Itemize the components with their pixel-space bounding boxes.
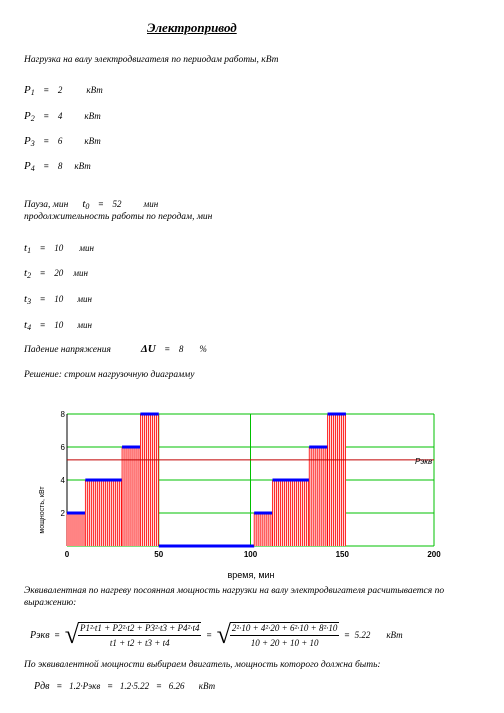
pause-label: Пауза, мин bbox=[24, 200, 69, 210]
equals-sign: = bbox=[206, 630, 212, 640]
solution-label: Решение: строим нагрузочную диаграмму bbox=[24, 370, 195, 380]
time-t4-row bbox=[24, 315, 92, 333]
power-p4-row bbox=[24, 156, 91, 174]
t2-symbol: t bbox=[24, 267, 28, 279]
p3-unit: кВт bbox=[84, 136, 101, 146]
x-tick-label: 100 bbox=[243, 550, 258, 559]
x-axis-label: время, мин bbox=[227, 570, 275, 580]
p1-value: 2 bbox=[57, 85, 63, 95]
equals-sign: = bbox=[54, 630, 60, 640]
p4-index: 4 bbox=[30, 164, 35, 173]
formula-denominator: t1 + t2 + t3 + t4 bbox=[109, 638, 170, 648]
t3-unit: мин bbox=[77, 294, 92, 304]
load-bar-fill bbox=[309, 447, 327, 546]
load-bar-fill bbox=[254, 513, 272, 546]
p3-value: 6 bbox=[57, 136, 63, 146]
motor-power-result: 6.26 bbox=[168, 681, 185, 691]
delta-u-symbol: ΔU bbox=[140, 343, 156, 355]
equivalent-power-formula bbox=[30, 615, 403, 655]
equals-sign: = bbox=[107, 681, 113, 691]
motor-power-expr1: 1.2·Pэкв bbox=[69, 681, 101, 691]
p3-symbol: P bbox=[24, 135, 31, 147]
t4-symbol: t bbox=[24, 319, 28, 331]
equals-sign: = bbox=[40, 243, 46, 253]
pause-row bbox=[24, 194, 158, 212]
t3-symbol: t bbox=[24, 293, 28, 305]
x-tick-label: 150 bbox=[335, 550, 349, 559]
time-t2-row bbox=[24, 263, 88, 281]
formula-result: 5.22 bbox=[354, 630, 371, 640]
y-tick-label: 4 bbox=[60, 476, 65, 485]
motor-power-expr2: 1.2·5.22 bbox=[119, 681, 150, 691]
t2-unit: мин bbox=[73, 268, 88, 278]
formula-numerator: P1²·t1 + P2²·t2 + P3²·t3 + P4²·t4 bbox=[78, 623, 202, 636]
p4-value: 8 bbox=[57, 161, 63, 171]
equals-sign: = bbox=[40, 320, 46, 330]
sqrt-sign-1: √ bbox=[64, 620, 79, 649]
y-tick-label: 8 bbox=[60, 410, 65, 419]
p4-symbol: P bbox=[24, 160, 31, 172]
sqrt-sign-2: √ bbox=[216, 620, 231, 649]
time-t3-row bbox=[24, 289, 92, 307]
p3-index: 3 bbox=[30, 139, 35, 148]
y-tick-label: 2 bbox=[60, 509, 65, 518]
formula-subst-denominator: 10 + 20 + 10 + 10 bbox=[250, 638, 319, 648]
load-intro-text: Нагрузка на валу электродвигателя по периодам работы, кВт bbox=[24, 55, 279, 65]
power-p1-row bbox=[24, 80, 103, 98]
equals-sign: = bbox=[43, 161, 49, 171]
t4-index: 4 bbox=[27, 323, 32, 332]
p2-index: 2 bbox=[30, 114, 35, 123]
t0-unit: мин bbox=[143, 199, 159, 209]
equals-sign: = bbox=[56, 681, 62, 691]
load-bar-fill bbox=[122, 447, 140, 546]
load-bar-fill bbox=[67, 513, 85, 546]
equivalent-power-label: Pэкв bbox=[415, 456, 433, 466]
t1-index: 1 bbox=[27, 246, 32, 255]
equals-sign: = bbox=[98, 199, 104, 209]
t1-unit: мин bbox=[79, 243, 94, 253]
equivalent-description: Эквивалентная по нагреву посоянная мощность нагрузки на валу электродвигателя расчитывается по выражению: bbox=[24, 586, 445, 608]
equals-sign: = bbox=[40, 268, 46, 278]
power-p3-row bbox=[24, 131, 101, 149]
delta-u-unit: % bbox=[199, 344, 207, 354]
formula-subst-numerator: 2²·10 + 4²·20 + 6²·10 + 8²·10 bbox=[230, 623, 340, 636]
x-tick-label: 50 bbox=[154, 550, 164, 559]
t2-value: 20 bbox=[54, 268, 64, 278]
equals-sign: = bbox=[40, 294, 46, 304]
p2-symbol: P bbox=[24, 110, 31, 122]
equals-sign: = bbox=[43, 111, 49, 121]
p1-index: 1 bbox=[30, 88, 35, 97]
motor-power-unit: кВт bbox=[198, 681, 216, 691]
y-axis-label: мощность, кВт bbox=[39, 486, 46, 534]
equals-sign: = bbox=[344, 630, 350, 640]
motor-power-row bbox=[34, 681, 215, 692]
equals-sign: = bbox=[43, 85, 49, 95]
x-tick-label: 0 bbox=[64, 550, 70, 559]
y-tick-label: 6 bbox=[60, 443, 65, 452]
formula-lhs: Pэкв bbox=[30, 629, 50, 641]
t2-index: 2 bbox=[27, 271, 32, 280]
voltage-drop-label: Падение напряжения bbox=[24, 345, 111, 355]
load-bar-fill bbox=[140, 414, 158, 546]
delta-u-value: 8 bbox=[178, 344, 184, 354]
p2-unit: кВт bbox=[84, 111, 101, 121]
t0-value: 52 bbox=[112, 199, 122, 209]
t0-index: 0 bbox=[85, 202, 90, 211]
motor-power-lhs: Pдв bbox=[34, 681, 50, 692]
load-diagram-chart bbox=[0, 400, 504, 600]
t1-value: 10 bbox=[54, 243, 64, 253]
t4-value: 10 bbox=[54, 320, 64, 330]
power-p2-row bbox=[24, 106, 101, 124]
t0-symbol: t bbox=[82, 198, 86, 210]
t4-unit: мин bbox=[77, 320, 92, 330]
duration-label: продолжительность работы по перодам, мин bbox=[24, 212, 213, 222]
equals-sign: = bbox=[43, 136, 49, 146]
formula-subst-fraction bbox=[230, 622, 340, 648]
choose-motor-text: По эквивалентной мощности выбираем двигатель, мощность которого должна быть: bbox=[24, 660, 381, 670]
t3-value: 10 bbox=[54, 294, 64, 304]
t1-symbol: t bbox=[24, 242, 28, 254]
x-tick-label: 200 bbox=[427, 550, 441, 559]
t3-index: 3 bbox=[27, 297, 32, 306]
page-title: Электропривод bbox=[147, 20, 237, 35]
time-t1-row bbox=[24, 238, 94, 256]
p1-unit: кВт bbox=[86, 85, 103, 95]
load-bar-fill bbox=[328, 414, 346, 546]
equals-sign: = bbox=[156, 681, 162, 691]
p2-value: 4 bbox=[57, 111, 63, 121]
voltage-drop-row bbox=[24, 339, 207, 357]
equals-sign: = bbox=[164, 344, 170, 354]
formula-fraction bbox=[78, 622, 202, 648]
p1-symbol: P bbox=[24, 84, 31, 96]
p4-unit: кВт bbox=[74, 161, 91, 171]
formula-unit: кВт bbox=[386, 630, 403, 640]
